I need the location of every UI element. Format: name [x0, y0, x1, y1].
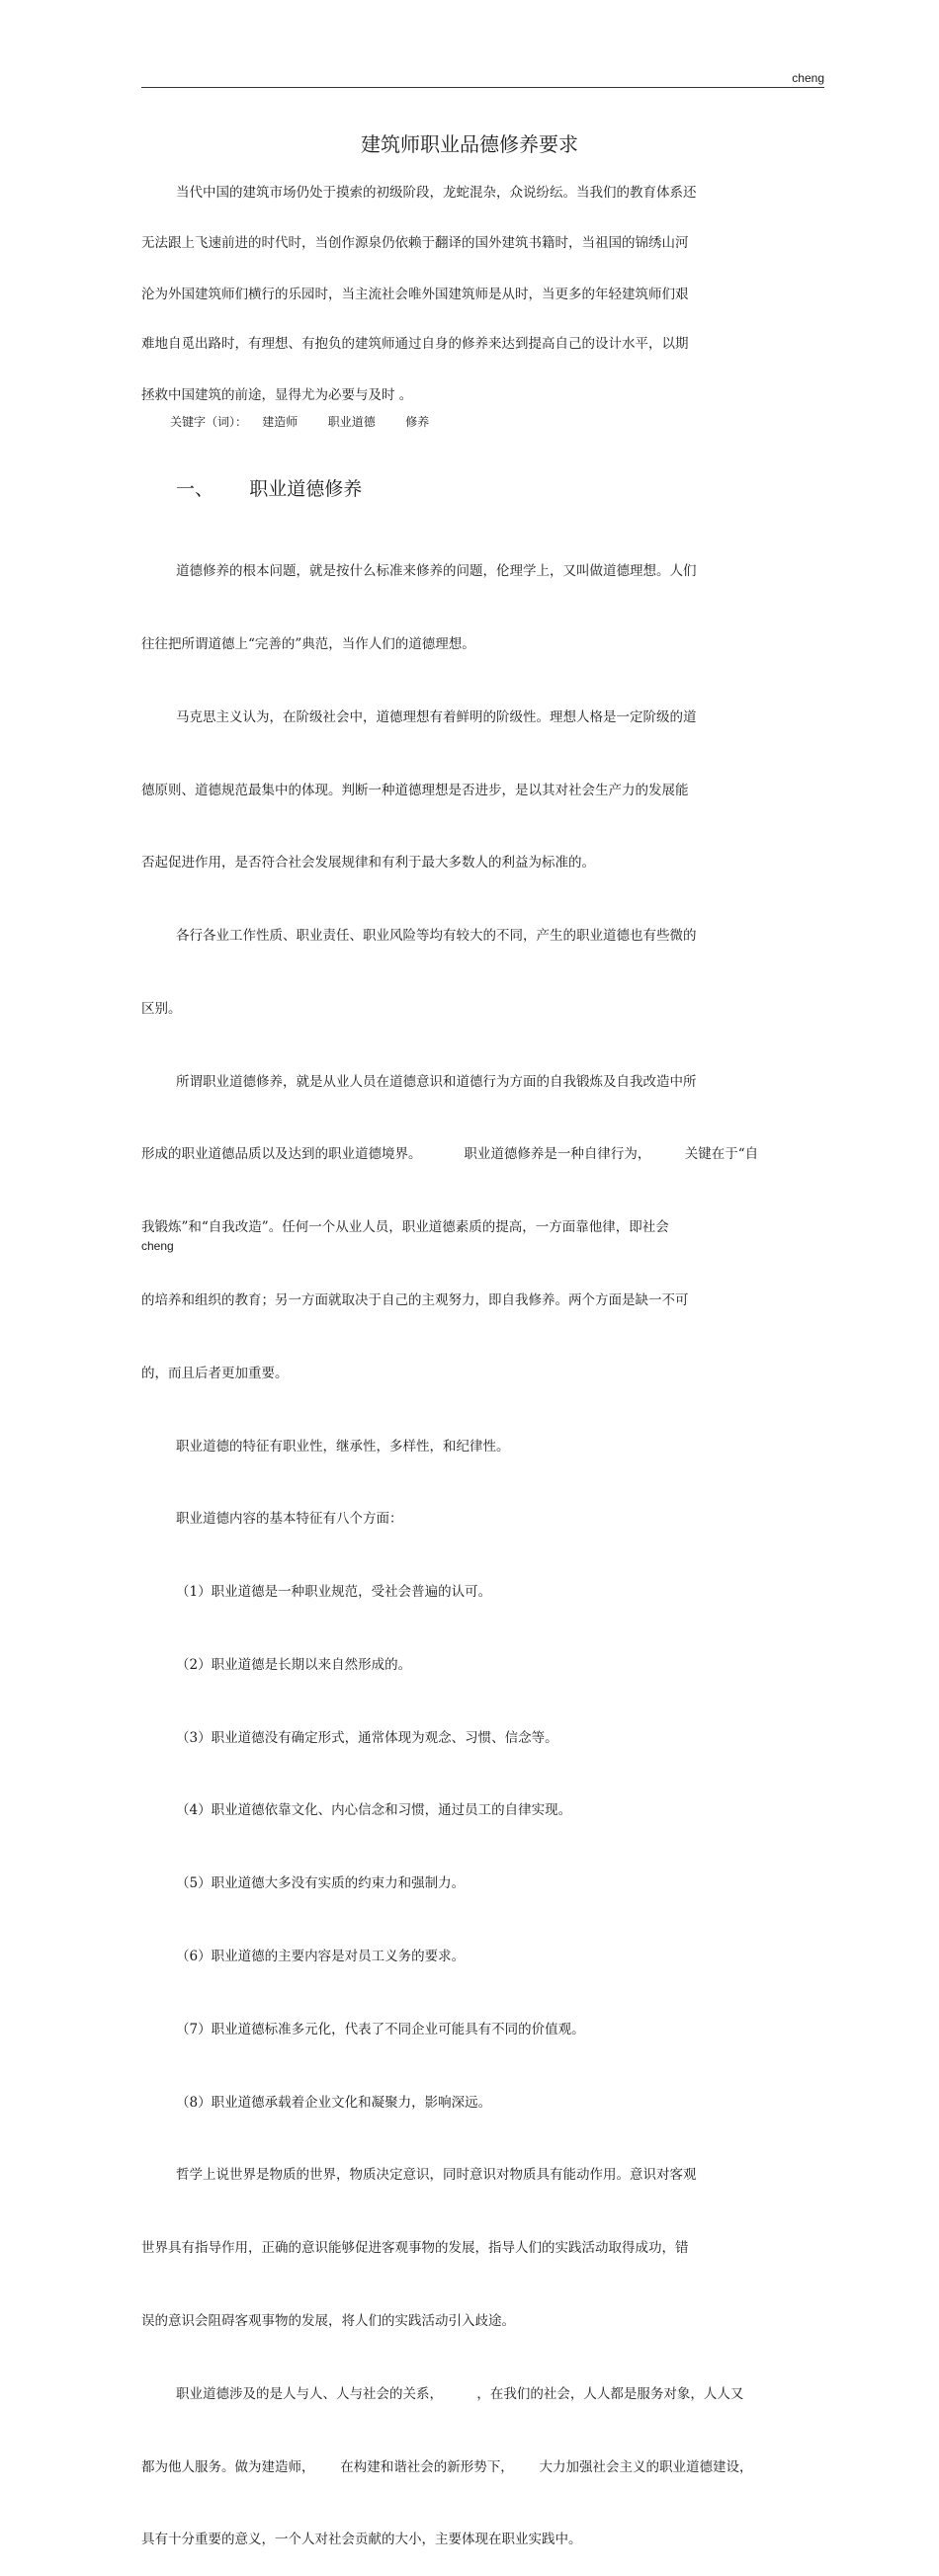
document-title: 建筑师职业品德修养要求	[361, 132, 578, 156]
body-line: 德原则、道德规范最集中的体现。判断一种道德理想是否进步，是以其对社会生产力的发展能	[141, 782, 689, 798]
body-text	[141, 511, 758, 2576]
body-line: 各行各业工作性质、职业责任、职业风险等均有较大的不同，产生的职业道德也有些微的	[176, 928, 697, 945]
header-rule	[141, 87, 824, 88]
list-item: （5）职业道德大多没有实质的约束力和强制力。	[176, 1875, 466, 1892]
body-line: 哲学上说世界是物质的世界，物质决定意识，同时意识对物质具有能动作用。意识对客观	[176, 2167, 697, 2184]
list-item: （8）职业道德承载着企业文化和凝聚力，影响深远。	[176, 2094, 492, 2111]
body-line: 职业道德内容的基本特征有八个方面：	[176, 1511, 403, 1528]
body-line: 区别。	[141, 1000, 182, 1017]
list-item: （7）职业道德标准多元化，代表了不同企业可能具有不同的价值观。	[176, 2021, 585, 2037]
body-line: 马克思主义认为，在阶级社会中，道德理想有着鲜明的阶级性。理想人格是一定阶级的道	[176, 708, 697, 725]
list-item: （1）职业道德是一种职业规范，受社会普遍的认可。	[176, 1584, 492, 1601]
body-line: 道德修养的根本问题，就是按什么标准来修养的问题，伦理学上，又叫做道德理想。人们	[176, 563, 697, 580]
body-line: 职业道德的特征有职业性，继承性，多样性，和纪律性。	[176, 1438, 510, 1454]
body-line: 往往把所谓道德上“完善的”典范，当作人们的道德理想。	[141, 635, 475, 652]
intro-line: 当代中国的建筑市场仍处于摸索的初级阶段，龙蛇混杂，众说纷纭。当我们的教育体系还	[176, 185, 697, 201]
intro-line: 难地自觅出路时，有理想、有抱负的建筑师通过自身的修养来达到提高自己的设计水平，以期	[141, 336, 689, 352]
list-item: （6）职业道德的主要内容是对员工义务的要求。	[176, 1949, 466, 1965]
body-line: 的，而且后者更加重要。	[141, 1365, 289, 1381]
body-line: 具有十分重要的意义，一个人对社会贡献的大小，主要体现在职业实践中。	[141, 2532, 582, 2548]
intro-line: 沦为外国建筑师们横行的乐园时，当主流社会唯外国建筑师是从时，当更多的年轻建筑师们艰	[141, 287, 689, 302]
keywords-line: 关键字（词）： 建造师 职业道德 修养	[170, 415, 430, 429]
intro-line: 拯救中国建筑的前途，显得尤为必要与及时 。	[141, 387, 413, 403]
page-footer: cheng	[141, 1239, 174, 1253]
body-line: 的培养和组织的教育；另一方面就取决于自己的主观努力，即自我修养。两个方面是缺一不可	[141, 1292, 689, 1308]
intro-line: 无法跟上飞速前进的时代时，当创作源泉仍依赖于翻译的国外建筑书籍时，当祖国的锦绣山河	[141, 235, 689, 251]
section-heading: 一、 职业道德修养	[176, 478, 363, 500]
body-line: 世界具有指导作用，正确的意识能够促进客观事物的发展，指导人们的实践活动取得成功，错	[141, 2240, 689, 2257]
body-line: 形成的职业道德品质以及达到的职业道德境界。 职业道德修养是一种自律行为， 关键在于“自	[141, 1146, 759, 1163]
list-item: （2）职业道德是长期以来自然形成的。	[176, 1656, 412, 1673]
body-line: 我锻炼”和“自我改造”。任何一个从业人员，职业道德素质的提高，一方面靠他律，即社会	[141, 1219, 669, 1236]
body-line: 职业道德涉及的是人与人、人与社会的关系， ，在我们的社会，人人都是服务对象，人人又	[176, 2385, 744, 2402]
list-item: （3）职业道德没有确定形式，通常体现为观念、习惯、信念等。	[176, 1729, 558, 1746]
body-line: 所谓职业道德修养，就是从业人员在道德意识和道德行为方面的自我锻炼及自我改造中所	[176, 1073, 697, 1090]
body-line: 误的意识会阻碍客观事物的发展，将人们的实践活动引入歧途。	[141, 2312, 515, 2329]
body-line: 否起促进作用，是否符合社会发展规律和有利于最大多数人的利益为标准的。	[141, 855, 595, 872]
list-item: （4）职业道德依靠文化、内心信念和习惯，通过员工的自律实现。	[176, 1802, 572, 1819]
body-line: 都为他人服务。做为建造师， 在构建和谐社会的新形势下， 大力加强社会主义的职业道德建设，	[141, 2458, 753, 2475]
page-header: cheng	[792, 71, 824, 85]
